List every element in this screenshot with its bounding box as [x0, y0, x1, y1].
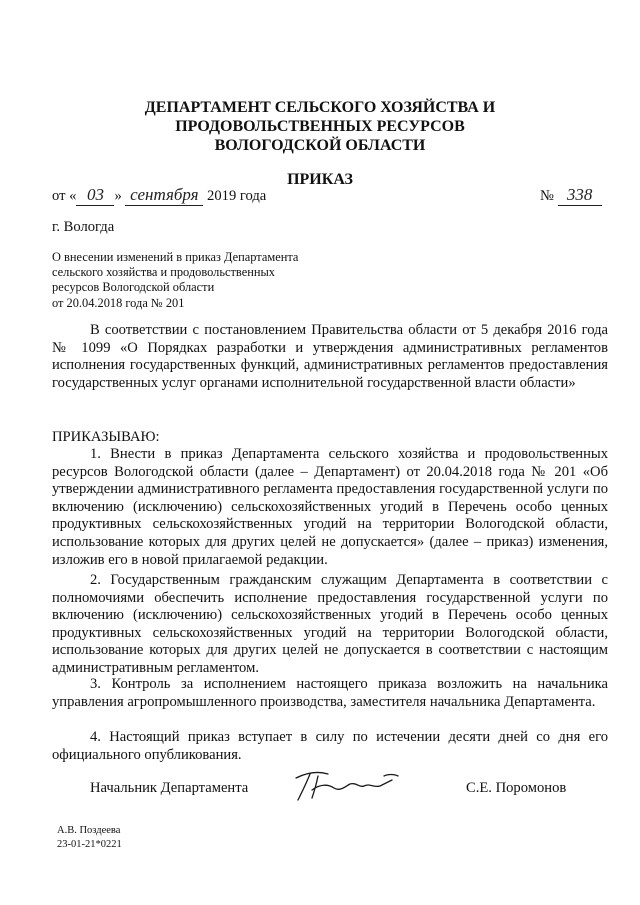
number-value: 338 [558, 185, 602, 206]
subject-block [52, 250, 352, 311]
city: г. Вологда [52, 219, 115, 235]
document-type: ПРИКАЗ [287, 171, 353, 188]
order-number [540, 185, 602, 206]
date-year: 2019 года [207, 188, 267, 204]
signatory-position: Начальник Департамента [90, 780, 249, 796]
order-item-2: 2. Государственным гражданским служащим Департамента в соответствии с полномочиями обеспечить исполнение предоставления государственной услуги по включению (исключению) сельскохозяйственных угодий в Перечень особо ценных продуктивных сельскохозяйственных угодий на территории Вологодской области, использование которых для других целей не допускается в соответствии с настоящим административным регламентом. [52, 572, 608, 676]
order-date [52, 185, 266, 206]
date-day: 03 [76, 185, 114, 206]
number-prefix: № [540, 188, 554, 204]
subject-line: от 20.04.2018 года № 201 [52, 295, 185, 310]
executor-block [57, 824, 122, 852]
subject-line: ресурсов Вологодской области [52, 280, 215, 295]
preamble: В соответствии с постановлением Правительства области от 5 декабря 2016 года № 1099 «О Порядках разработки и утверждения административных регламентов исполнения государственных функций, административных регламентов предоставления государственных услуг органами исполнительной государственной власти области» [52, 322, 608, 391]
handwritten-signature [288, 762, 406, 806]
order-item-4: 4. Настоящий приказ вступает в силу по истечении десяти дней со дня его официального опубликования. [52, 729, 608, 763]
subject-line: О внесении изменений в приказ Департамента [52, 250, 299, 264]
order-item-3: 3. Контроль за исполнением настоящего приказа возложить на начальника управления агропромышленного производства, заместителя начальника Департамента. [52, 676, 608, 710]
signatory-name: С.Е. Поромонов [466, 780, 567, 796]
date-prefix: от « [52, 188, 77, 204]
department-name-line-2: ПРОДОВОЛЬСТВЕННЫХ РЕСУРСОВ [175, 118, 465, 135]
department-name-line-3: ВОЛОГОДСКОЙ ОБЛАСТИ [214, 137, 426, 154]
date-month: сентября [125, 185, 203, 206]
order-word: ПРИКАЗЫВАЮ: [52, 429, 160, 445]
department-name-line-1: ДЕПАРТАМЕНТ СЕЛЬСКОГО ХОЗЯЙСТВА И [144, 99, 496, 116]
order-item-1: 1. Внести в приказ Департамента сельского хозяйства и продовольственных ресурсов Вологодской области (далее – Департамент) от 20.04.2018 года № 201 «Об утверждении административного регламента предоставления государственной услуги по включению (исключению) сельскохозяйственных угодий в Перечень особо ценных продуктивных сельскохозяйственных угодий на территории Вологодской области, использование которых для других целей не допускается» (далее – приказ) изменения, изложив его в новой прилагаемой редакции. [52, 446, 608, 568]
date-mid: » [114, 188, 122, 204]
subject-line: сельского хозяйства и продовольственных [52, 265, 275, 280]
executor-phone: 23-01-21*0221 [57, 839, 122, 850]
executor-name: А.В. Поздеева [57, 825, 121, 836]
